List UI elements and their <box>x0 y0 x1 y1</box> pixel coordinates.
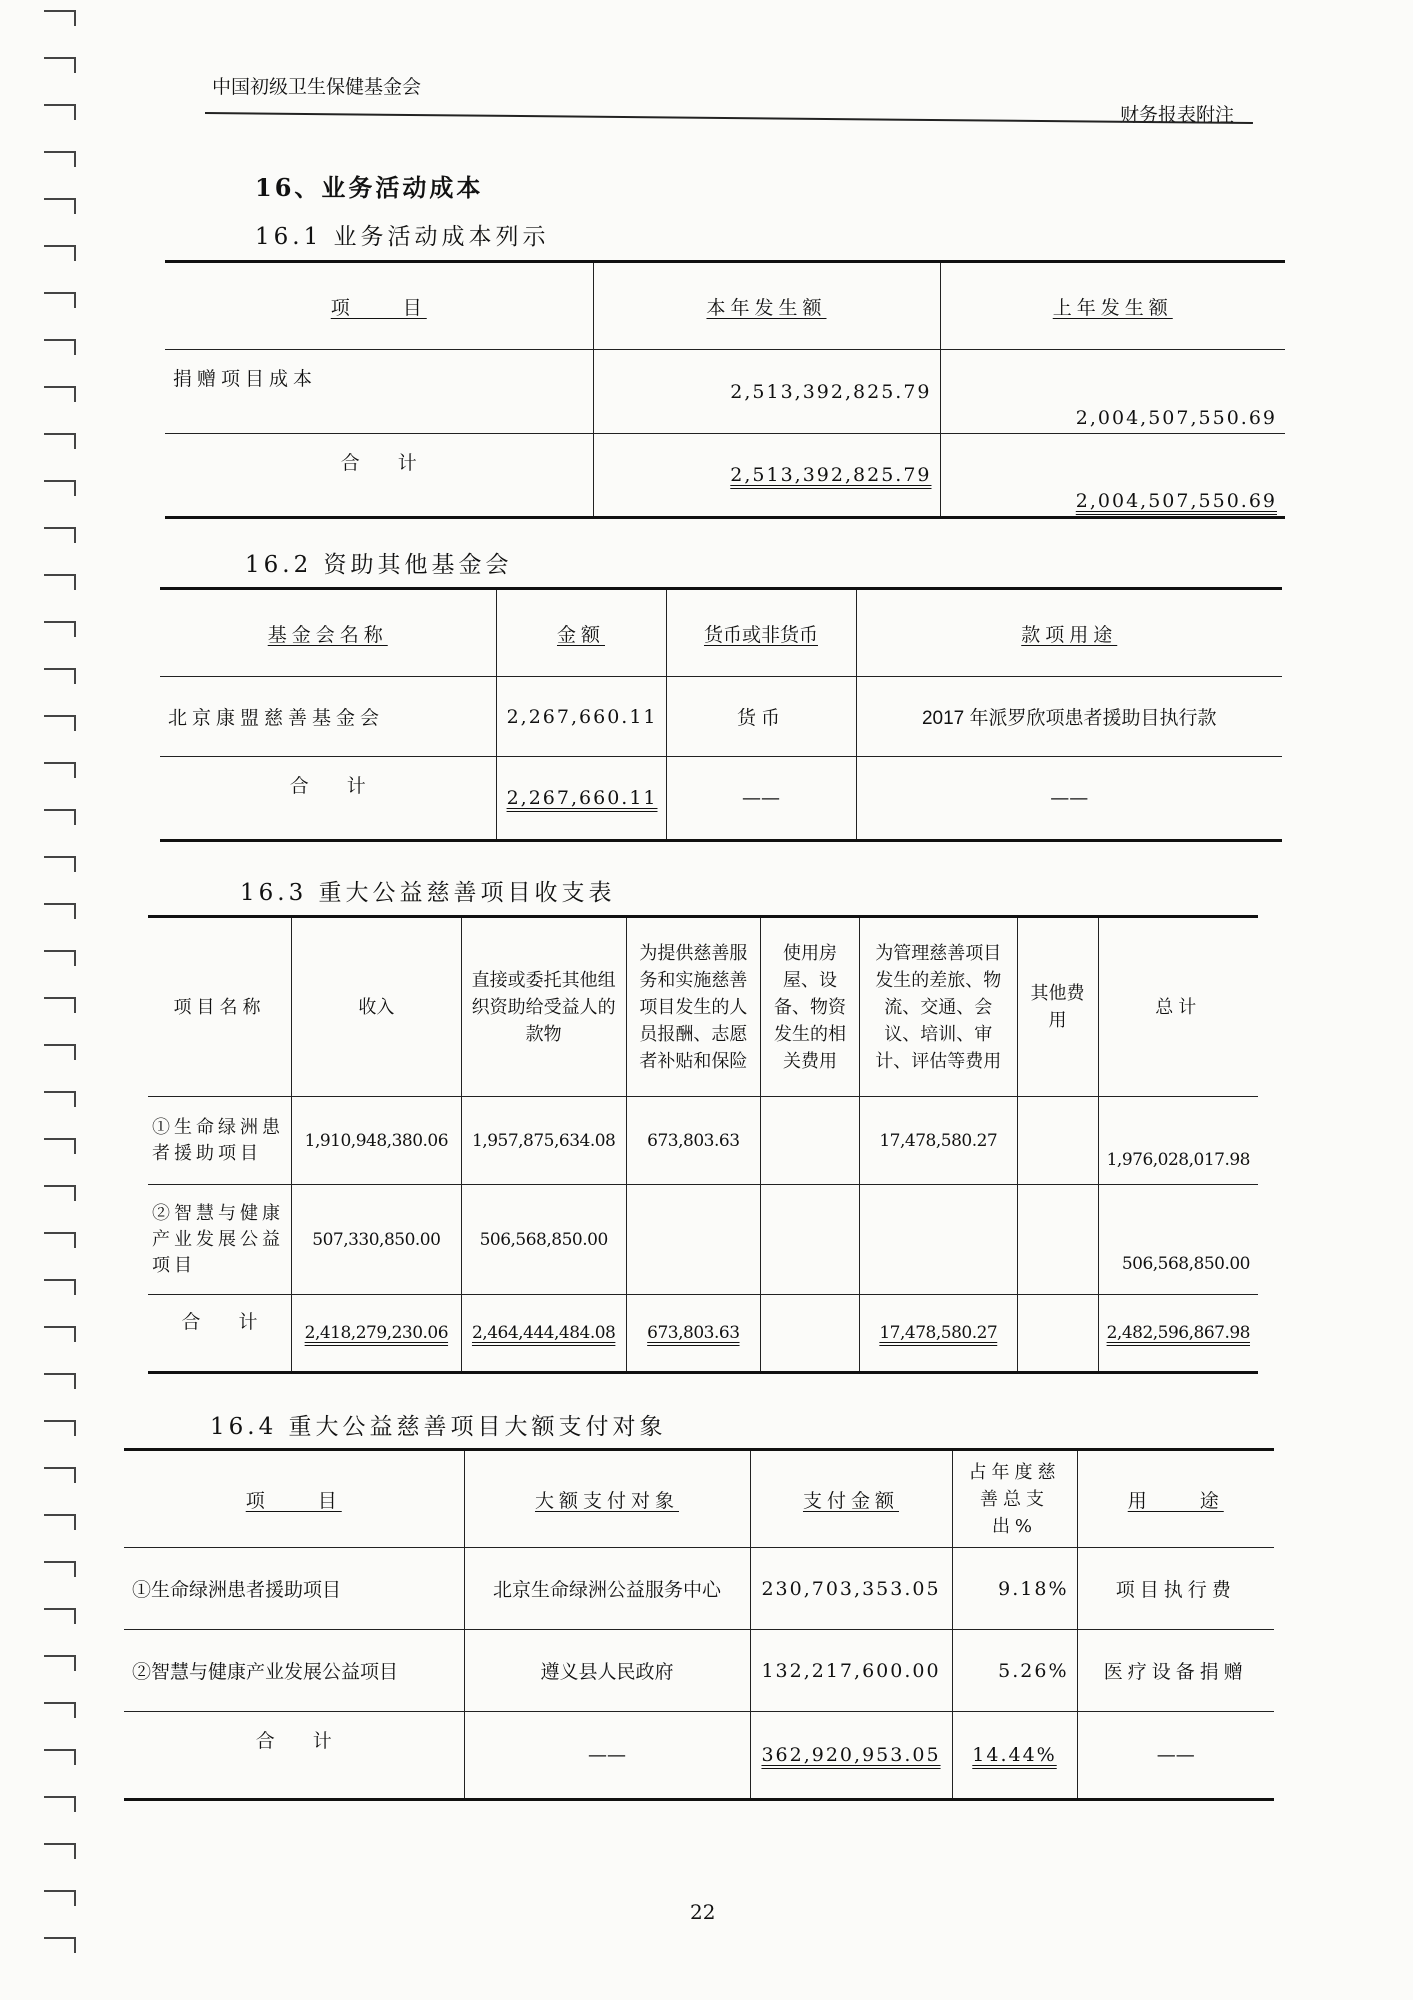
row-payee: 北京生命绿洲公益服务中心 <box>464 1548 750 1630</box>
row-direct: 506,568,850.00 <box>461 1185 626 1295</box>
page-number: 22 <box>690 1900 716 1924</box>
table-total-row <box>124 1712 1274 1800</box>
row-previous: 2,004,507,550.69 <box>940 350 1285 434</box>
total-label: 合 计 <box>165 434 593 518</box>
table-16-1 <box>165 260 1285 519</box>
header-org: 中国初级卫生保健基金会 <box>212 76 422 98</box>
row-income: 1,910,948,380.06 <box>291 1097 461 1185</box>
col-header-payee: 大额支付对象 <box>464 1450 750 1548</box>
row-mgmt <box>860 1185 1018 1295</box>
total-mgmt: 17,478,580.27 <box>860 1295 1018 1373</box>
total-payee: —— <box>464 1712 750 1800</box>
row-payee: 遵义县人民政府 <box>464 1630 750 1712</box>
table-total-row <box>160 757 1282 841</box>
col-header-amount: 金额 <box>496 589 666 677</box>
total-label: 合 计 <box>124 1712 464 1800</box>
row-amount: 230,703,353.05 <box>750 1548 952 1630</box>
col-header-item: 项 目 <box>124 1450 464 1548</box>
col-header-current: 本年发生额 <box>593 262 940 350</box>
table4-title: 16.4 重大公益慈善项目大额支付对象 <box>210 1414 667 1440</box>
col-header-fund: 基金会名称 <box>160 589 496 677</box>
table3-title: 16.3 重大公益慈善项目收支表 <box>240 880 616 906</box>
total-income: 2,418,279,230.06 <box>291 1295 461 1373</box>
col-header-name: 项目名称 <box>148 917 291 1097</box>
total-pct: 14.44% <box>952 1712 1077 1800</box>
total-amount: 362,920,953.05 <box>750 1712 952 1800</box>
table-16-4 <box>124 1448 1274 1801</box>
table-16-3 <box>148 915 1258 1374</box>
section-title: 16、业务活动成本 <box>255 173 484 202</box>
row-name: ①生命绿洲患者援助项目 <box>148 1097 291 1185</box>
col-header-staff: 为提供慈善服务和实施慈善项目发生的人员报酬、志愿者补贴和保险 <box>626 917 760 1097</box>
row-total: 506,568,850.00 <box>1098 1185 1258 1295</box>
total-label: 合 计 <box>148 1295 291 1373</box>
row-item: 捐赠项目成本 <box>165 350 593 434</box>
col-header-amount: 支付金额 <box>750 1450 952 1548</box>
total-current: 2,513,392,825.79 <box>593 434 940 518</box>
col-header-type: 货币或非货币 <box>666 589 856 677</box>
row-type: 货币 <box>666 677 856 757</box>
total-total: 2,482,596,867.98 <box>1098 1295 1258 1373</box>
total-staff: 673,803.63 <box>626 1295 760 1373</box>
table-total-row <box>148 1295 1258 1373</box>
row-name: ②智慧与健康产业发展公益项目 <box>148 1185 291 1295</box>
row-use: 2017 年派罗欣项患者援助目执行款 <box>856 677 1282 757</box>
table-header-row <box>148 917 1258 1097</box>
row-staff: 673,803.63 <box>626 1097 760 1185</box>
row-total: 1,976,028,017.98 <box>1098 1097 1258 1185</box>
table-header-row <box>124 1450 1274 1548</box>
table-total-row <box>165 434 1285 518</box>
total-other <box>1017 1295 1098 1373</box>
table-row <box>124 1630 1274 1712</box>
col-header-use: 款项用途 <box>856 589 1282 677</box>
total-previous: 2,004,507,550.69 <box>940 434 1285 518</box>
row-pct: 5.26% <box>952 1630 1077 1712</box>
table-16-2 <box>160 587 1282 842</box>
row-use: 医疗设备捐赠 <box>1077 1630 1274 1712</box>
header-doc-title: 财务报表附注 <box>1120 104 1235 126</box>
row-income: 507,330,850.00 <box>291 1185 461 1295</box>
table1-title: 16.1 业务活动成本列示 <box>255 224 550 250</box>
table-row <box>160 677 1282 757</box>
row-item: ①生命绿洲患者援助项目 <box>124 1548 464 1630</box>
col-header-use: 用 途 <box>1077 1450 1274 1548</box>
total-type: —— <box>666 757 856 841</box>
row-current: 2,513,392,825.79 <box>593 350 940 434</box>
header-rule <box>205 112 1253 124</box>
row-amount: 132,217,600.00 <box>750 1630 952 1712</box>
col-header-other: 其他费用 <box>1017 917 1098 1097</box>
col-header-income: 收入 <box>291 917 461 1097</box>
row-pct: 9.18% <box>952 1548 1077 1630</box>
table-row <box>148 1097 1258 1185</box>
table-header-row <box>165 262 1285 350</box>
total-amount: 2,267,660.11 <box>496 757 666 841</box>
binding-marks <box>38 10 78 1970</box>
total-use: —— <box>1077 1712 1274 1800</box>
col-header-mgmt: 为管理慈善项目发生的差旅、物流、交通、会议、培训、审计、评估等费用 <box>860 917 1018 1097</box>
row-item: ②智慧与健康产业发展公益项目 <box>124 1630 464 1712</box>
row-mgmt: 17,478,580.27 <box>860 1097 1018 1185</box>
col-header-previous: 上年发生额 <box>940 262 1285 350</box>
total-facility <box>761 1295 860 1373</box>
total-label: 合 计 <box>160 757 496 841</box>
row-fund-name: 北京康盟慈善基金会 <box>160 677 496 757</box>
row-other <box>1017 1185 1098 1295</box>
row-direct: 1,957,875,634.08 <box>461 1097 626 1185</box>
col-header-pct: 占年度慈善总支出% <box>952 1450 1077 1548</box>
table-row <box>165 350 1285 434</box>
row-facility <box>761 1185 860 1295</box>
total-direct: 2,464,444,484.08 <box>461 1295 626 1373</box>
col-header-direct: 直接或委托其他组织资助给受益人的款物 <box>461 917 626 1097</box>
col-header-item: 项 目 <box>165 262 593 350</box>
row-other <box>1017 1097 1098 1185</box>
row-use: 项目执行费 <box>1077 1548 1274 1630</box>
table-header-row <box>160 589 1282 677</box>
row-facility <box>761 1097 860 1185</box>
col-header-total: 总计 <box>1098 917 1258 1097</box>
table-row <box>124 1548 1274 1630</box>
row-amount: 2,267,660.11 <box>496 677 666 757</box>
row-staff <box>626 1185 760 1295</box>
total-use: —— <box>856 757 1282 841</box>
table2-title: 16.2 资助其他基金会 <box>245 552 513 578</box>
col-header-facility: 使用房屋、设备、物资发生的相关费用 <box>761 917 860 1097</box>
table-row <box>148 1185 1258 1295</box>
